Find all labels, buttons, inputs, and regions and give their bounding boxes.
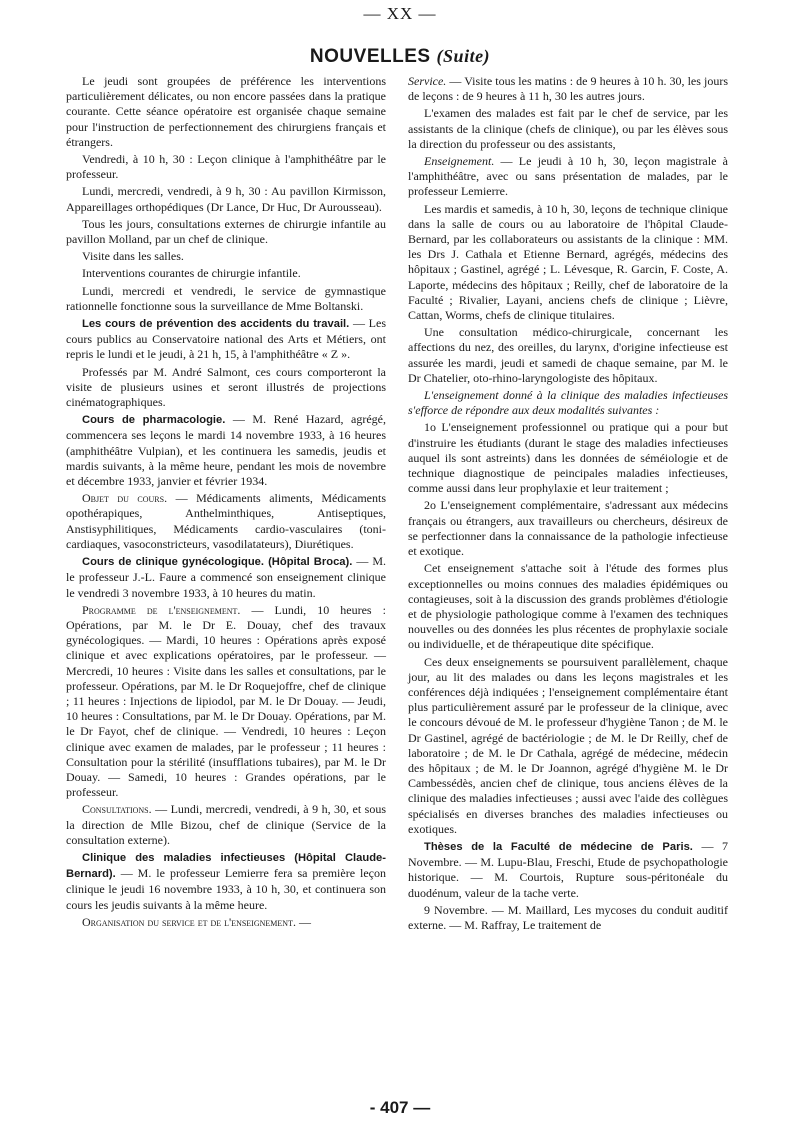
paragraph-body: — Les cours publics au Conservatoire national des Arts et Métiers, ont repris le lundi et le jeudi, à 21 h, 15, à l'amphithéâtre « Z ». bbox=[66, 316, 387, 362]
paragraph bbox=[66, 915, 386, 930]
paragraph-heading: Cours de clinique gynécologique. (Hôpital Broca). bbox=[82, 556, 353, 569]
paragraph: 9 Novembre. — M. Maillard, Les mycoses du conduit auditif externe. — M. Raffray, Le traitement de bbox=[408, 902, 728, 932]
paragraph-body: — Lundi, mercredi, vendredi, à 9 h, 30, et sous la direction de Mlle Bizou, chef de clinique (Service de la consultation externe). bbox=[66, 802, 386, 847]
page-header: — XX — bbox=[363, 4, 437, 23]
paragraph-heading: Service. bbox=[408, 74, 447, 88]
paragraph-body: — 7 Novembre. — M. Lupu-Blau, Freschi, Etude de psychopathologie historique. — M. Courtois, Rupture sous-péritonéale du duodénum, valeur de la tache verte. bbox=[408, 838, 728, 900]
paragraph-heading: Thèses de la Faculté de médecine de Paris. bbox=[424, 840, 693, 853]
paragraph: Les mardis et samedis, à 10 h, 30, leçons de technique clinique dans la salle de cours ou au laboratoire de l'hôpital Claude-Bernard, par les collaborateurs ou assistants de la clinique : MM. les Drs J. Cathala et Etienne Bernard, agrégés, médecins des hôpitaux ; Gastinel, agrégé ; L. Lévesque, R. Garcin, F. Coste, A. Laporte, médecins des hôpitaux ; Reilly, chef de laboratoire de la Faculté ; Rivalier, Layani, anciens chefs de clinique ; Lièvre, Cattan, Worms, chefs de clinique titulaires. bbox=[408, 201, 728, 323]
paragraph-heading: Consultations. bbox=[82, 802, 152, 817]
paragraph: L'examen des malades est fait par le chef de service, par les assistants de la clinique (chefs de clinique), ou par les élèves sous la direction du professeur ou des assistants, bbox=[408, 106, 728, 151]
title-suffix: (Suite) bbox=[436, 46, 491, 66]
paragraph-heading: Enseignement. bbox=[424, 154, 495, 169]
paragraph: Lundi, mercredi et vendredi, le service de gymnastique rationnelle fonctionne sous la surveillance de Mme Boltanski. bbox=[66, 283, 386, 313]
paragraph-body: — bbox=[295, 914, 311, 929]
paragraph-body: — Visite tous les matins : de 9 heures à 10 h. 30, les jours de leçons : de 9 heures à 11 h, 30 les autres jours. bbox=[408, 74, 728, 104]
paragraph-body: — M. le professeur Lemierre fera sa première leçon clinique le jeudi 16 novembre 1933, à 10 h, 30, et continuera son cours les jeudis suivants à la même heure. bbox=[66, 866, 386, 912]
paragraph: L'enseignement donné à la clinique des maladies infectieuses s'efforce de répondre aux deux modalités suivantes : bbox=[408, 388, 728, 418]
paragraph-body: — Médicaments aliments, Médicaments opothérapiques, Anthelminthiques, Antiseptiques, Anstisyphilitiques, Médicaments cardio-vasculaires (toni-cardiaques, vasoconstricteurs, vasodilatateurs), Diurétiques. bbox=[66, 491, 386, 551]
paragraph: 2o L'enseignement complémentaire, s'adressant aux médecins français ou étrangers, aux travailleurs ou chercheurs, désireux de se perfectionner dans la connaissance de la pathologie infectieuse et exotique. bbox=[408, 498, 728, 559]
paragraph-body: — M. le professeur J.-L. Faure a commencé son enseignement clinique le vendredi 3 novembre 1933, à 10 heures du matin. bbox=[66, 554, 387, 600]
paragraph: Lundi, mercredi, vendredi, à 9 h, 30 : Au pavillon Kirmisson, Appareillages orthopédiques (Dr Lance, Dr Huc, Dr Aurousseau). bbox=[66, 184, 386, 214]
title-main: NOUVELLES bbox=[309, 46, 431, 67]
paragraph bbox=[66, 554, 386, 601]
paragraph-body: — Le jeudi à 10 h, 30, leçon magistrale à l'amphithéâtre, avec ou sans présentation de malades, par le professeur Lemierre. bbox=[408, 154, 728, 199]
paragraph-heading: Clinique des maladies infectieuses (Hôpital Claude-Bernard). bbox=[66, 851, 386, 881]
paragraph bbox=[408, 74, 728, 104]
paragraph: Ces deux enseignements se poursuivent parallèlement, chaque jour, au lit des malades ou dans les leçons magistrales et les conférences déjà indiquées ; l'enseignement complémentaire étant plus particulièrement assuré par le professeur de la clinique, avec le concours dévoué de M. le professeur d'hygiène Tanon ; de M. le Dr Gastinel, agrégé de bactériologie ; de M. le Dr Reilly, chef de laboratoire ; de M. le Dr Cathala, agrégé de médecine, médecin des hôpitaux ; de M. le Dr Joannon, agrégé d'hygiène M. le Dr Cambessédès, ancien chef de clinique, tous anciens élèves de la clinique des maladies infectieuses ; aussi avec l'aide des collègues spécialisés en diverses branches des maladies infectieuses ou exotiques. bbox=[408, 654, 728, 836]
paragraph: Visite dans les salles. bbox=[82, 249, 184, 264]
paragraph-heading: Objet du cours. bbox=[82, 491, 168, 506]
paragraph bbox=[66, 850, 386, 913]
paragraph bbox=[408, 154, 728, 200]
paragraph-heading: Programme de l'enseignement. bbox=[82, 602, 241, 617]
paragraph: Vendredi, à 10 h, 30 : Leçon clinique à l'amphithéâtre par le professeur. bbox=[66, 152, 386, 182]
paragraph: Tous les jours, consultations externes de chirurgie infantile au pavillon Molland, par un chef de clinique. bbox=[66, 216, 386, 247]
paragraph bbox=[66, 802, 386, 848]
paragraph bbox=[66, 412, 386, 489]
section-title bbox=[0, 46, 800, 68]
left-column bbox=[66, 74, 386, 932]
paragraph: Professés par M. André Salmont, ces cours comporteront la visite de plusieurs usines et seront illustrés de projections cinématographiques. bbox=[66, 364, 386, 410]
paragraph-heading: Cours de pharmacologie. bbox=[82, 414, 226, 427]
paragraph bbox=[66, 491, 386, 552]
paragraph-heading: Organisation du service et de l'enseignement. bbox=[82, 914, 296, 929]
paragraph: Le jeudi sont groupées de préférence les interventions particulièrement délicates, ou non encore passées dans la pratique courante. Cette séance opératoire est organisée chaque semaine pour l'instruction de perfectionnement des chirurgiens français et étrangers. bbox=[66, 74, 386, 149]
page-number: - 407 — bbox=[369, 1098, 431, 1117]
paragraph: Une consultation médico-chirurgicale, concernant les affections du nez, des oreilles, du larynx, d'origine infectieuse est assurée les mardi, jeudi et samedi de chaque semaine, par M. le Dr Chatelier, oto-rhino-laryngologiste des hôpitaux. bbox=[408, 325, 728, 385]
paragraph bbox=[408, 839, 728, 901]
paragraph: 1o L'enseignement professionnel ou pratique qui a pour but d'instruire les étudiants (durant le stage des maladies infectieuses auquel ils sont astreints) dans les données de séméiologie et de technique diagnostique de peincipales maladies infectieuses, comme aussi dans leur prophylaxie et leur traitement ; bbox=[408, 420, 728, 496]
right-column bbox=[408, 74, 728, 935]
paragraph bbox=[66, 316, 386, 363]
paragraph: Cet enseignement s'attache soit à l'étude des formes plus exceptionnelles ou moins connues des maladies épidémiques ou contagieuses, soit à la discussion des grands problèmes d'étiologie et de physiologie pathologique comme à l'examen des techniques nouvelles ou des données les plus récentes de prophylaxie sociale ou individuelle, et de thérapeutique dite spécifique. bbox=[408, 561, 728, 652]
paragraph-heading: Les cours de prévention des accidents du travail. bbox=[82, 318, 350, 331]
paragraph bbox=[66, 603, 386, 801]
paragraph: Interventions courantes de chirurgie infantile. bbox=[82, 266, 301, 281]
paragraph-body: — Lundi, 10 heures : Opérations, par M. le Dr E. Douay, chef des travaux gynécologiques. — Mardi, 10 heures : Opérations après exposé clinique et avec explications opératoires, par le professeur. — Mercredi, 10 heures : Visite dans les salles et consultations, par le professeur. Opérations, par M. le Dr Roquejoffre, chef de clinique ; 11 heures : Injections de lipiodol, par M. le Dr Douay. — Jeudi, 10 heures : Consultations, par M. le Dr Douay. Opérations, par M. le Dr Fayot, chef de clinique. — Vendredi, 10 heures : Leçon clinique avec examen de malades, par le professeur ; 11 heures : Consultation pour la stérilité (insufflations tubaires), par M. le Dr Douay. — Samedi, 10 heures : Grandes opérations, par le professeur. bbox=[66, 602, 386, 800]
paragraph-body: — M. René Hazard, agrégé, commencera ses leçons le mardi 14 novembre 1933, à 16 heures (amphithéâtre Vulpian), et les continuera les samedis, jeudis et mardis suivants, à la même heure, pendant les mois de novembre et décembre 1933, janvier et février 1934. bbox=[66, 412, 386, 489]
